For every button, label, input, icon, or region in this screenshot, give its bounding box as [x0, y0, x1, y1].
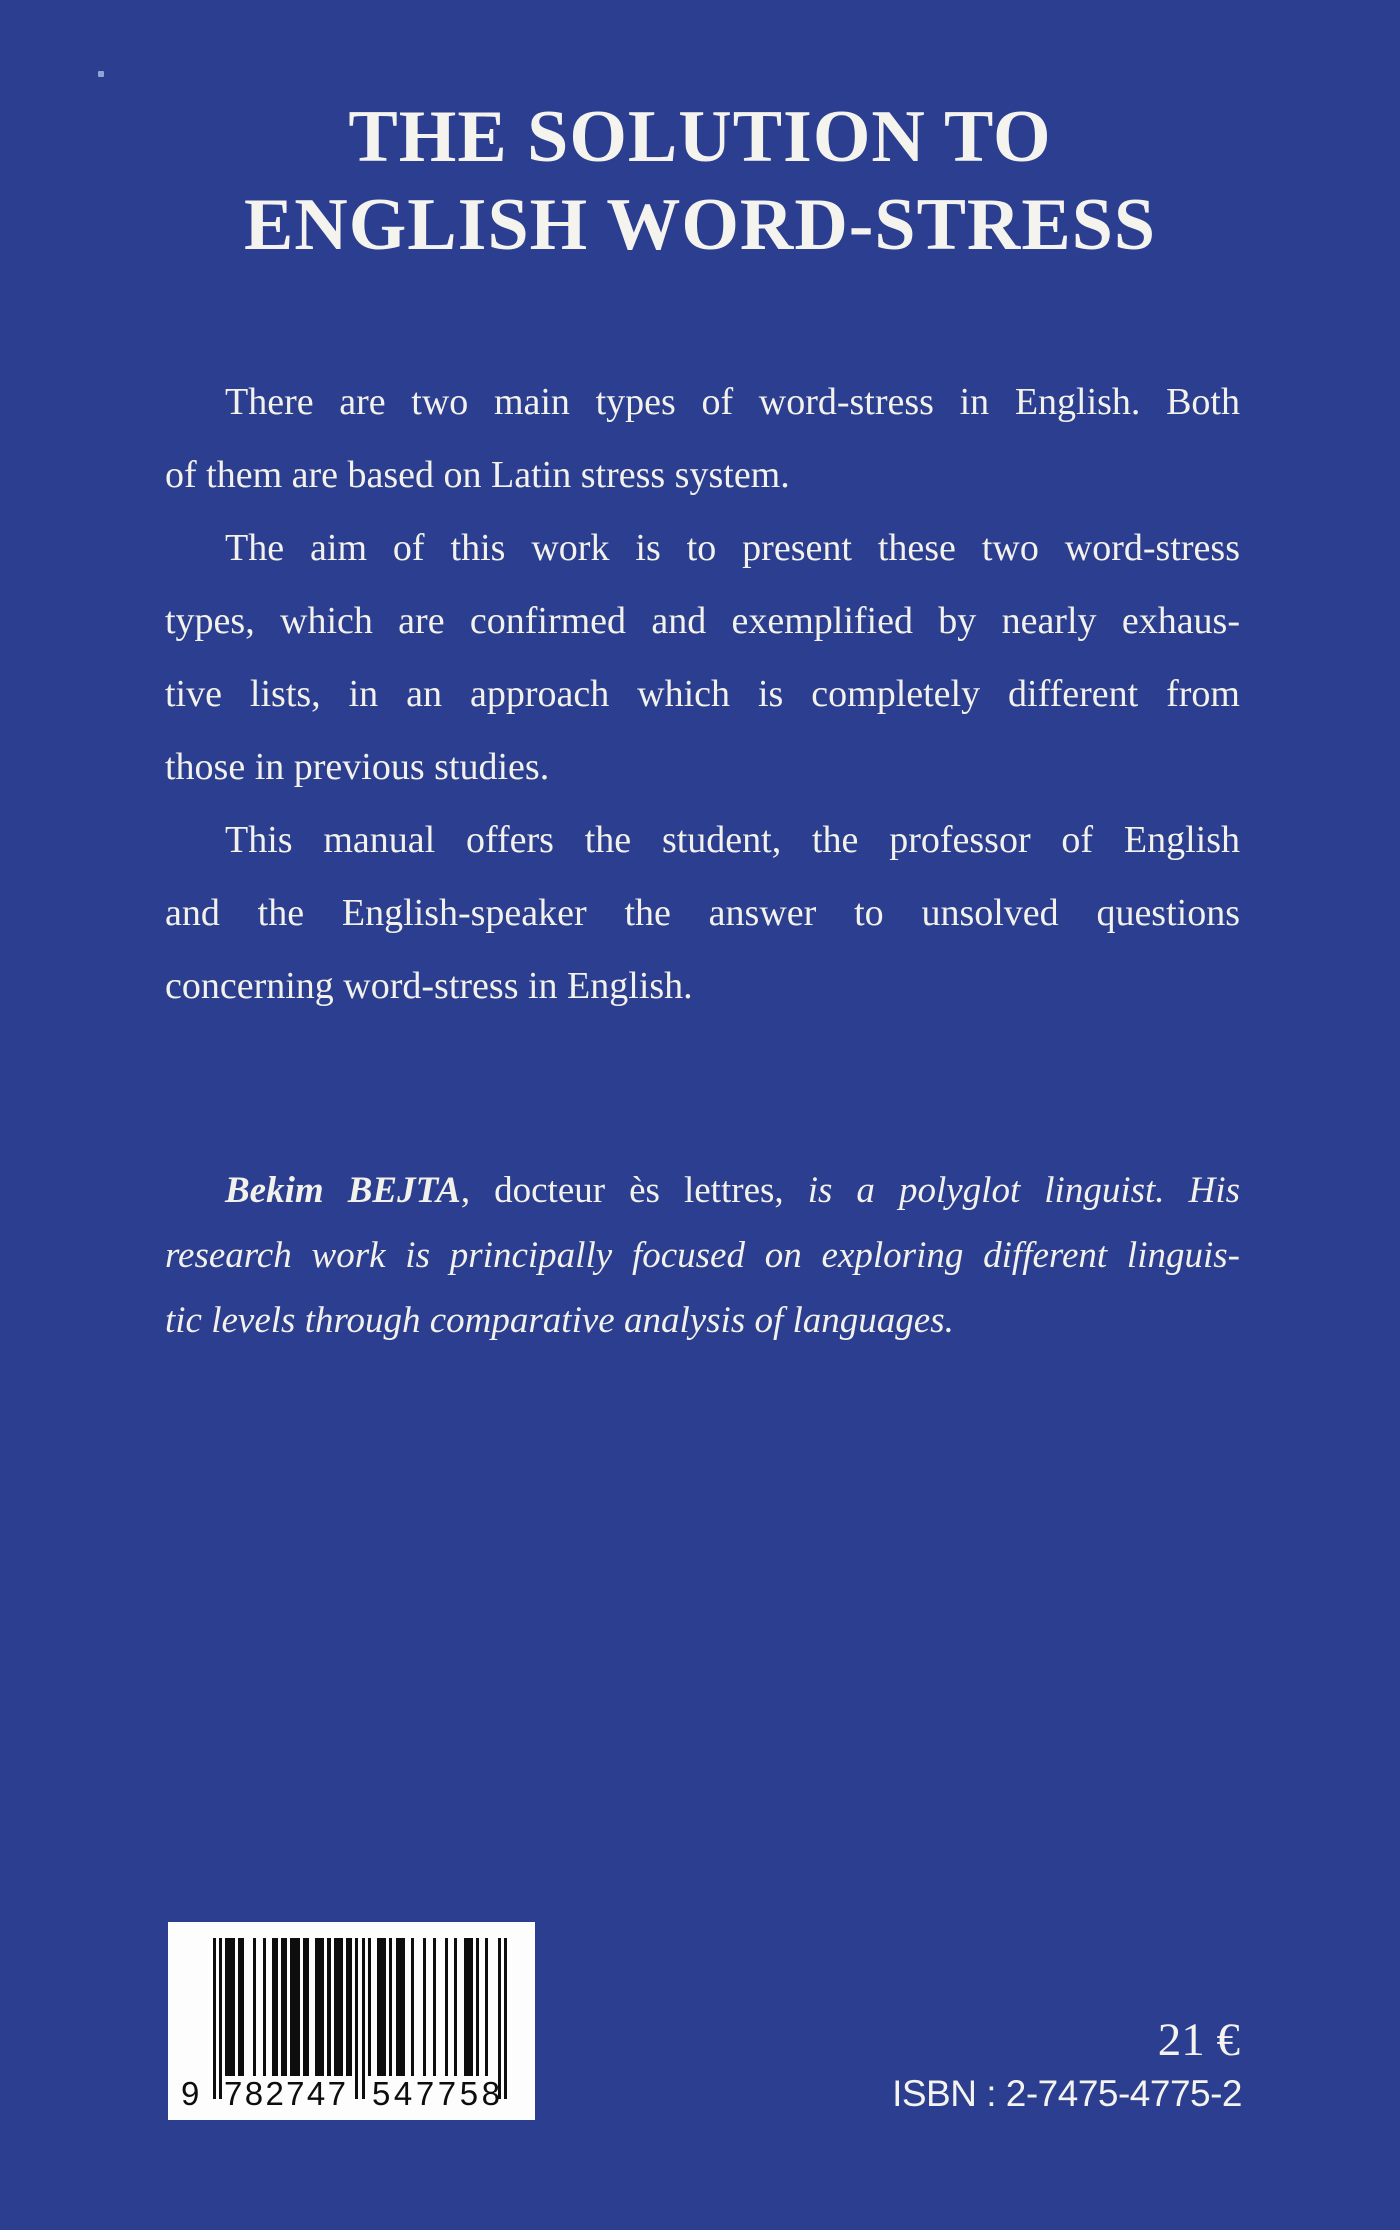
synopsis — [165, 366, 1240, 1023]
isbn: ISBN : 2-7475-4775-2 — [892, 2073, 1242, 2114]
barcode-right-digits: 5 4 7 7 5 8 — [372, 2075, 500, 2112]
bio-line: tic levels through comparative analysis of languages. — [165, 1300, 954, 1341]
bio-italic-text: is a polyglot linguist. His — [807, 1170, 1240, 1211]
bio-line — [165, 1158, 1240, 1223]
synopsis-line: This manual offers the student, the professor of English — [225, 819, 1240, 861]
author-bio — [165, 1158, 1240, 1353]
title-line-2: ENGLISH WORD-STRESS — [243, 184, 1157, 266]
bio-roman-text: , docteur ès lettres, — [460, 1170, 808, 1211]
synopsis-line: There are two main types of word-stress in English. Both — [225, 381, 1240, 423]
synopsis-line: concerning word-stress in English. — [165, 965, 693, 1007]
title-line-1: THE SOLUTION TO — [348, 96, 1052, 178]
author-name: Bekim BEJTA — [225, 1170, 461, 1211]
synopsis-line: tive lists, in an approach which is completely different from — [165, 673, 1240, 715]
synopsis-line: of them are based on Latin stress system. — [165, 454, 790, 496]
synopsis-line: those in previous studies. — [165, 746, 550, 788]
barcode-first-digit: 9 — [181, 2075, 200, 2112]
synopsis-line: types, which are confirmed and exemplified by nearly exhaus- — [165, 600, 1240, 642]
barcode-left-digits: 7 8 2 7 4 7 — [224, 2075, 346, 2112]
book-title — [0, 93, 1400, 269]
synopsis-line: and the English-speaker the answer to unsolved questions — [165, 892, 1240, 934]
barcode — [168, 1922, 535, 2120]
synopsis-line: The aim of this work is to present these two word-stress — [225, 527, 1240, 569]
bio-line: research work is principally focused on exploring different linguis- — [165, 1235, 1240, 1276]
speck-artifact — [98, 71, 104, 77]
price: 21 € — [1157, 2014, 1240, 2066]
